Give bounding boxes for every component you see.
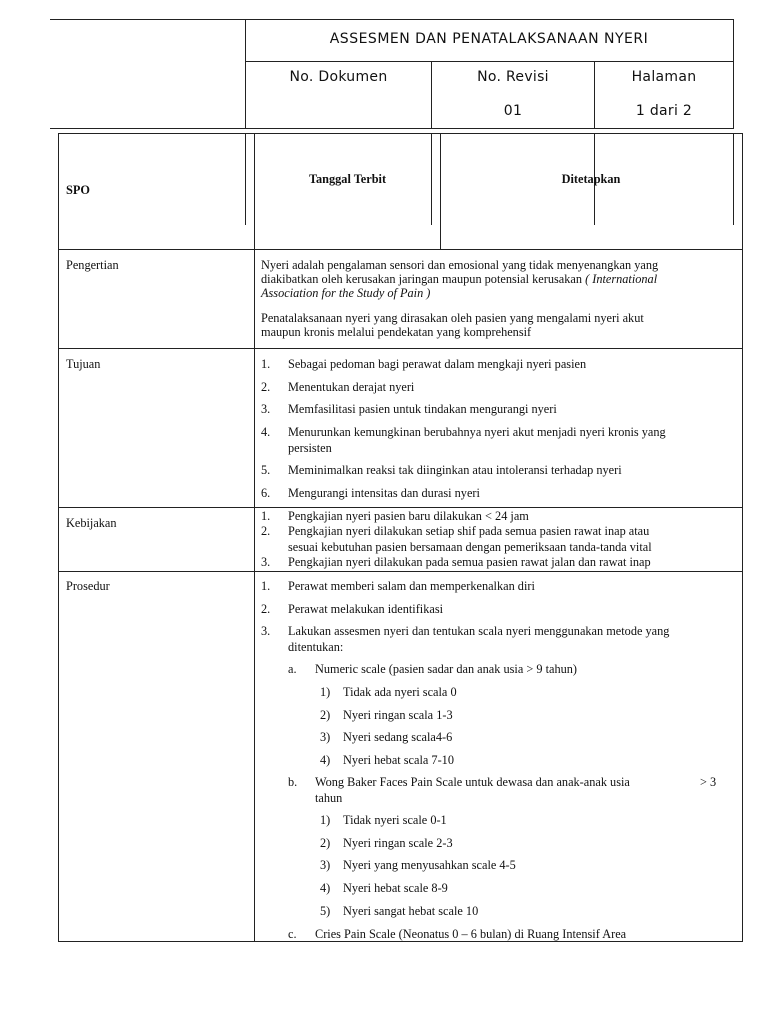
list-number: 2. [261,380,271,394]
pengertian-line: Nyeri adalah pengalaman sensori dan emosional yang tidak menyenangkan yang [261,258,659,272]
sublist-item: Cries Pain Scale (Neonatus 0 – 6 bulan) di Ruang Intensif Area [315,927,627,941]
subsub-number: 4) [320,881,331,895]
subsub-number: 3) [320,730,331,744]
list-item: Perawat memberi salam dan memperkenalkan diri [288,579,535,593]
list-item-continuation: sesuai kebutuhan pasien bersamaan dengan pemeriksaan tanda-tanda vital [288,540,652,554]
citation-text: Association for the Study of Pain ) [261,286,431,300]
subsub-item: Nyeri ringan scale 2-3 [343,836,453,850]
subsub-item: Nyeri ringan scala 1-3 [343,708,453,722]
list-number: 3. [261,555,271,569]
subsub-item: Tidak ada nyeri scala 0 [343,685,457,699]
ditetapkan-label: Ditetapkan [561,172,621,186]
list-number: 3. [261,624,271,638]
list-item: Pengkajian nyeri dilakukan setiap shif pada semua pasien rawat inap atau [288,524,650,538]
subsub-item: Tidak nyeri scale 0-1 [343,813,447,827]
pengertian-line: Penatalaksanaan nyeri yang dirasakan oleh pasien yang mengalami nyeri akut [261,311,644,325]
list-item-continuation: persisten [288,441,332,455]
list-item: Memfasilitasi pasien untuk tindakan mengurangi nyeri [288,402,557,416]
subsub-item: Nyeri sangat hebat scale 10 [343,904,479,918]
tujuan-label: Tujuan [66,357,101,371]
sublist-letter: a. [288,662,297,676]
subsub-item: Nyeri hebat scala 7-10 [343,753,454,767]
list-item: Menentukan derajat nyeri [288,380,415,394]
list-item: Meminimalkan reaksi tak diinginkan atau intoleransi terhadap nyeri [288,463,622,477]
list-number: 5. [261,463,271,477]
subsub-number: 3) [320,858,331,872]
document-title: ASSESMEN DAN PENATALAKSANAAN NYERI [329,31,649,47]
pengertian-para1 [261,258,739,300]
sublist-item: Numeric scale (pasien sadar dan anak usia > 9 tahun) [315,662,577,676]
halaman-label: Halaman [631,69,697,85]
list-item: Perawat melakukan identifikasi [288,602,444,616]
list-number: 2. [261,602,271,616]
subsub-number: 1) [320,685,331,699]
sublist-letter: c. [288,927,297,941]
pengertian-line: maupun kronis melalui pendekatan yang komprehensif [261,325,532,339]
subsub-number: 4) [320,753,331,767]
list-number: 1. [261,509,271,523]
no-revisi-value: 01 [503,103,523,119]
subsub-item: Nyeri yang menyusahkan scale 4-5 [343,858,516,872]
subsub-number: 2) [320,708,331,722]
list-number: 2. [261,524,271,538]
pengertian-line [261,272,739,286]
tanggal-terbit-label: Tanggal Terbit [308,172,387,186]
prosedur-label: Prosedur [66,579,110,593]
no-revisi-label: No. Revisi [477,69,549,85]
list-item: Pengkajian nyeri pasien baru dilakukan < 24 jam [288,509,529,523]
list-item-continuation: ditentukan: [288,640,344,654]
kebijakan-label: Kebijakan [66,516,117,530]
list-number: 1. [261,579,271,593]
subsub-item: Nyeri sedang scala4-6 [343,730,453,744]
pengertian-para2 [261,311,739,339]
sublist-item-continuation: tahun [315,791,343,805]
subsub-item: Nyeri hebat scale 8-9 [343,881,448,895]
list-item: Pengkajian nyeri dilakukan pada semua pasien rawat jalan dan rawat inap [288,555,651,569]
spo-label: SPO [66,183,90,197]
list-number: 4. [261,425,271,439]
list-item: Menurunkan kemungkinan berubahnya nyeri akut menjadi nyeri kronis yang [288,425,666,439]
subsub-number: 2) [320,836,331,850]
sublist-letter: b. [288,775,298,789]
list-item: Lakukan assesmen nyeri dan tentukan scala nyeri menggunakan metode yang [288,624,670,638]
list-number: 6. [261,486,271,500]
pengertian-label: Pengertian [66,258,119,272]
list-number: 3. [261,402,271,416]
citation-text: ( International [585,272,658,286]
sublist-item: Wong Baker Faces Pain Scale untuk dewasa dan anak-anak usia [315,775,630,789]
list-item: Mengurangi intensitas dan durasi nyeri [288,486,480,500]
subsub-number: 1) [320,813,331,827]
pengertian-text: diakibatkan oleh kerusakan jaringan maupun potensial kerusakan [261,272,586,286]
subsub-number: 5) [320,904,331,918]
list-item: Sebagai pedoman bagi perawat dalam mengkaji nyeri pasien [288,357,587,371]
halaman-value: 1 dari 2 [635,103,693,119]
sublist-item-tail: > 3 [700,775,717,789]
no-dokumen-label: No. Dokumen [289,69,388,85]
list-number: 1. [261,357,271,371]
